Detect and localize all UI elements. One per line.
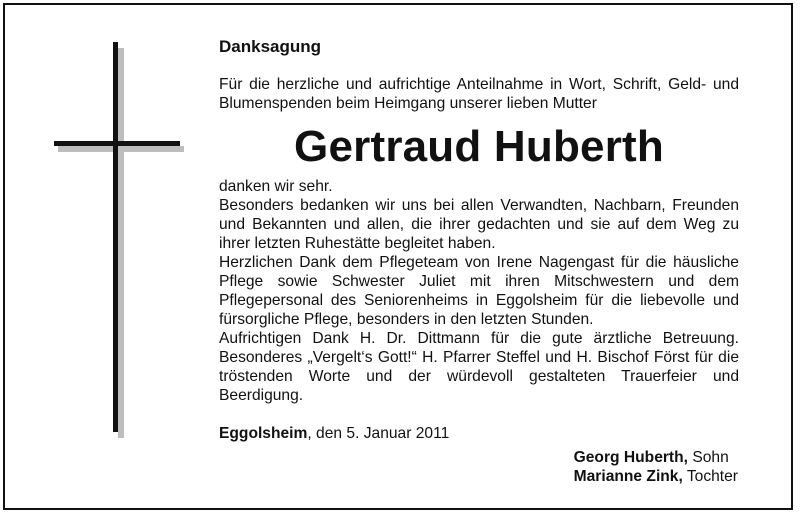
place-date	[219, 425, 739, 443]
signature-son	[574, 448, 738, 467]
notice-heading: Danksagung	[219, 37, 322, 56]
notice-content	[219, 36, 739, 459]
signatures	[574, 448, 738, 486]
date-text: , den 5. Januar 2011	[307, 425, 450, 442]
place-name: Eggolsheim	[219, 425, 308, 442]
signature-daughter	[574, 467, 738, 486]
paragraph-relatives: Besonders bedanken wir uns bei allen Verwandten, Nachbarn, Freunden und Bekannten und allen, die ihrer gedachten und sie auf dem Weg zu ihrer letzten Ruhestätte begleitet haben.	[219, 197, 739, 252]
signature-name: Marianne Zink,	[573, 468, 683, 485]
intro-text: Für die herzliche und aufrichtige Anteilnahme in Wort, Schrift, Geld- und Blumenspenden beim Heimgang unserer lieben Mutter	[219, 76, 739, 112]
paragraph-care: Herzlichen Dank dem Pflegeteam von Irene Nagengast für die häusliche Pflege sowie Schwester Juliet mit ihren Mitschwestern und dem Pflegepersonal des Seniorenheims in Eggolsheim für die liebevolle und fürsorgliche Pflege, besonders in den letzten Stunden.	[219, 254, 739, 328]
thanks-text: danken wir sehr.	[219, 178, 333, 195]
signature-relation: Tochter	[682, 468, 738, 485]
signature-name: Georg Huberth,	[573, 449, 688, 466]
paragraph-clergy: Aufrichtigen Dank H. Dr. Dittmann für die gute ärztliche Betreuung. Besonderes „Vergelt‘s Gott!“ H. Pfarrer Steffel und H. Bischof Först für die tröstenden Worte und der würdevoll gestalteten Trauerfeier und Beerdigung.	[219, 330, 739, 404]
deceased-name: Gertraud Huberth	[294, 122, 664, 171]
signature-relation: Sohn	[687, 449, 729, 466]
